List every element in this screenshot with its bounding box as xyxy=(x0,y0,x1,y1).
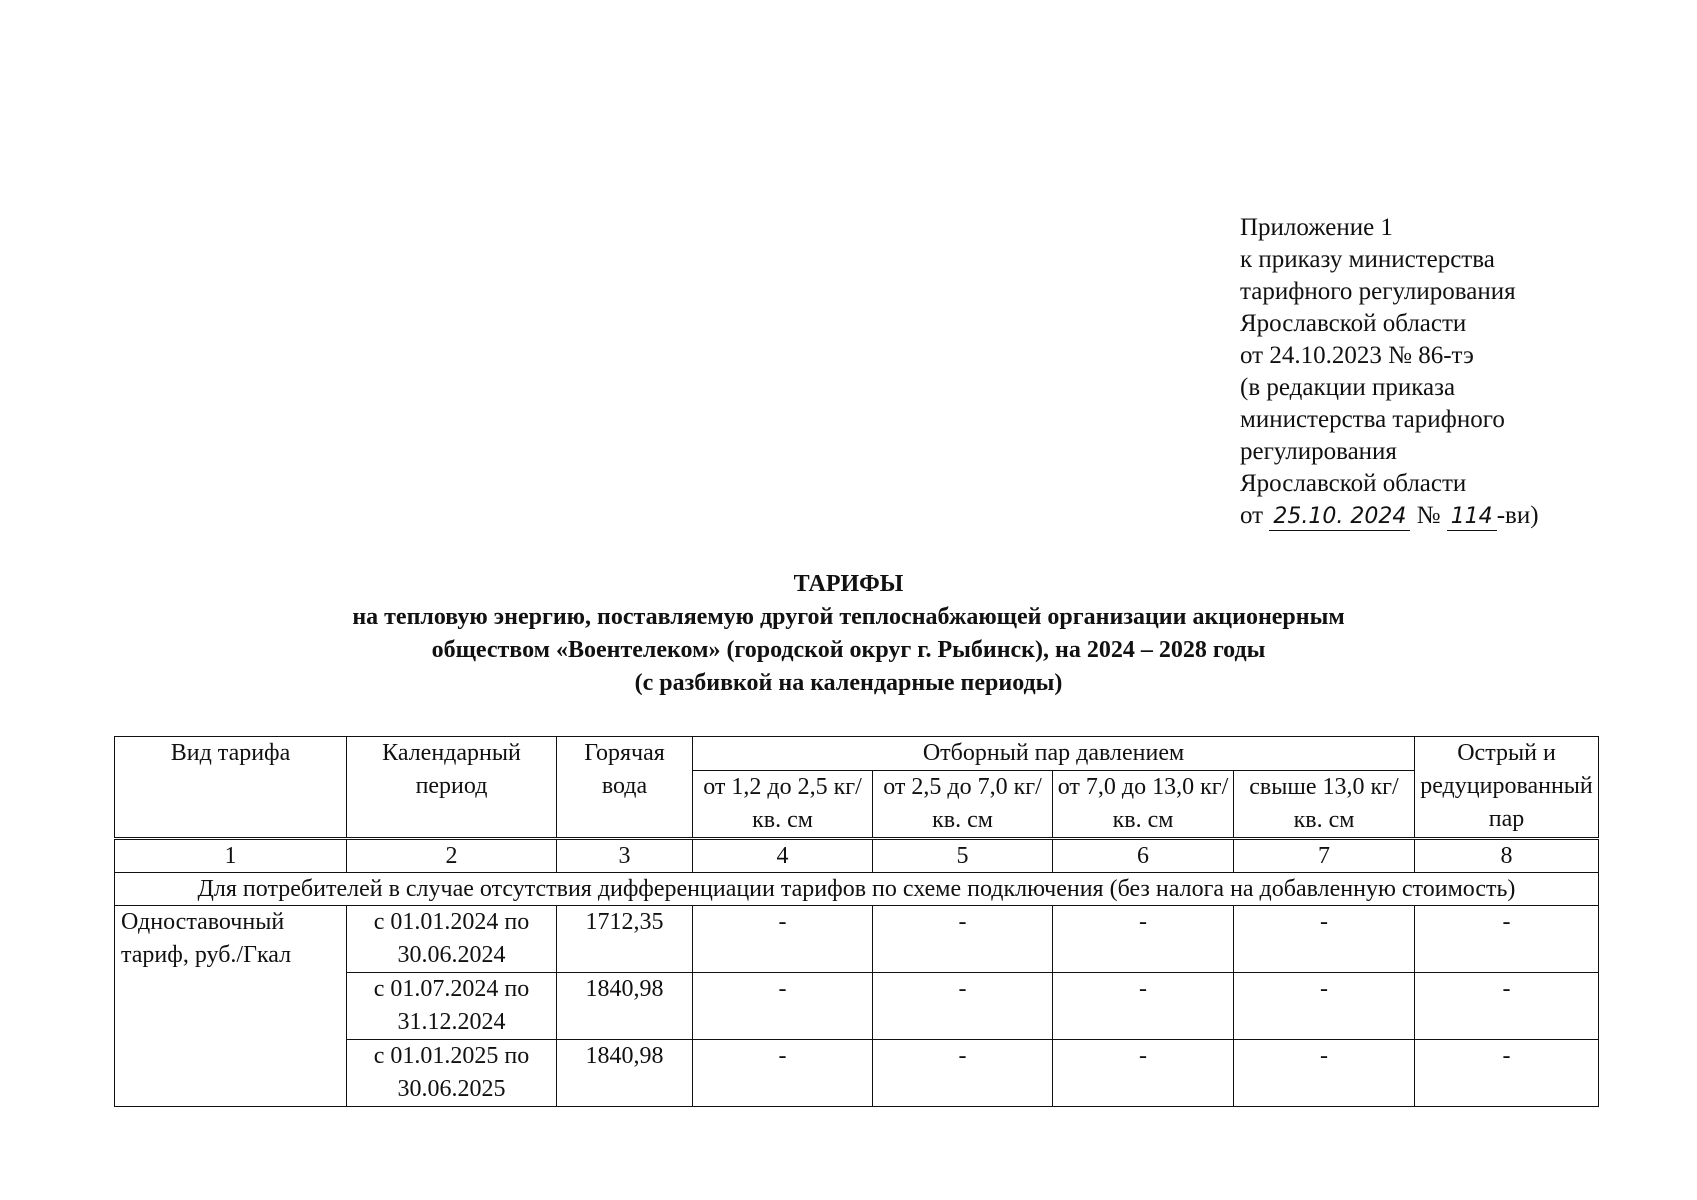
handwritten-number: 114 xyxy=(1447,504,1497,531)
pressure-1-cell: - xyxy=(693,1040,873,1107)
title-heading: ТАРИФЫ xyxy=(793,571,904,597)
period-cell: с 01.01.2024 по 30.06.2024 xyxy=(347,906,557,973)
appendix-line: Ярославской области xyxy=(1240,310,1467,337)
header-steam: Отборный пар давлением xyxy=(693,737,1415,771)
sharp-steam-cell: - xyxy=(1415,1040,1599,1107)
appendix-line: министерства тарифного xyxy=(1240,406,1505,433)
column-number: 6 xyxy=(1053,839,1234,873)
hot-water-cell: 1840,98 xyxy=(557,1040,693,1107)
pressure-3-cell: - xyxy=(1053,973,1234,1040)
column-number-row xyxy=(115,839,1599,873)
appendix-line: регулирования xyxy=(1240,438,1397,465)
header-pressure-3: от 7,0 до 13,0 кг/ кв. см xyxy=(1053,771,1234,839)
column-number: 7 xyxy=(1234,839,1415,873)
appendix-line: тарифного регулирования xyxy=(1240,278,1516,305)
period-cell: с 01.07.2024 по 31.12.2024 xyxy=(347,973,557,1040)
appendix-suffix: -ви) xyxy=(1496,502,1539,529)
pressure-3-cell: - xyxy=(1053,1040,1234,1107)
column-number: 1 xyxy=(115,839,347,873)
pressure-2-cell: - xyxy=(873,906,1053,973)
appendix-line: Приложение 1 xyxy=(1240,214,1393,241)
appendix-last-line xyxy=(1240,500,1539,532)
column-number: 2 xyxy=(347,839,557,873)
header-hot-water: Горячая вода xyxy=(557,737,693,839)
column-number: 5 xyxy=(873,839,1053,873)
pressure-2-cell: - xyxy=(873,973,1053,1040)
title-line: (с разбивкой на календарные периоды) xyxy=(634,670,1063,696)
sharp-steam-cell: - xyxy=(1415,906,1599,973)
appendix-line: от 24.10.2023 № 86-тэ xyxy=(1240,342,1474,369)
document-title xyxy=(0,568,1697,700)
header-pressure-4: свыше 13,0 кг/ кв. см xyxy=(1234,771,1415,839)
tariff-name: Одноставочный тариф, руб./Гкал xyxy=(115,906,347,1107)
header-pressure-1: от 1,2 до 2,5 кг/ кв. см xyxy=(693,771,873,839)
header-period: Календарный период xyxy=(347,737,557,839)
pressure-4-cell: - xyxy=(1234,973,1415,1040)
header-tariff-type: Вид тарифа xyxy=(115,737,347,839)
section-heading: Для потребителей в случае отсутствия дифференциации тарифов по схеме подключения (без налога на добавленную стоимость) xyxy=(115,873,1599,906)
pressure-4-cell: - xyxy=(1234,906,1415,973)
appendix-no-label: № xyxy=(1416,502,1441,529)
appendix-prefix: от xyxy=(1240,502,1264,529)
pressure-1-cell: - xyxy=(693,906,873,973)
appendix-line: Ярославской области xyxy=(1240,470,1467,497)
section-row xyxy=(115,873,1599,906)
header-sharp-steam: Острый и редуцированный пар xyxy=(1415,737,1599,839)
pressure-1-cell: - xyxy=(693,973,873,1040)
pressure-2-cell: - xyxy=(873,1040,1053,1107)
header-row xyxy=(115,737,1599,771)
handwritten-date: 25.10. 2024 xyxy=(1269,504,1410,531)
hot-water-cell: 1712,35 xyxy=(557,906,693,973)
appendix-line: к приказу министерства xyxy=(1240,246,1495,273)
title-line: обществом «Воентелеком» (городской округ г. Рыбинск), на 2024 – 2028 годы xyxy=(431,637,1266,663)
table-row xyxy=(115,906,1599,973)
column-number: 3 xyxy=(557,839,693,873)
period-cell: с 01.01.2025 по 30.06.2025 xyxy=(347,1040,557,1107)
tariff-table xyxy=(114,736,1599,1107)
sharp-steam-cell: - xyxy=(1415,973,1599,1040)
appendix-block xyxy=(1240,212,1539,532)
hot-water-cell: 1840,98 xyxy=(557,973,693,1040)
appendix-line: (в редакции приказа xyxy=(1240,374,1456,401)
pressure-4-cell: - xyxy=(1234,1040,1415,1107)
header-pressure-2: от 2,5 до 7,0 кг/ кв. см xyxy=(873,771,1053,839)
column-number: 8 xyxy=(1415,839,1599,873)
pressure-3-cell: - xyxy=(1053,906,1234,973)
title-line: на тепловую энергию, поставляемую другой теплоснабжающей организации акционерным xyxy=(352,604,1345,630)
column-number: 4 xyxy=(693,839,873,873)
